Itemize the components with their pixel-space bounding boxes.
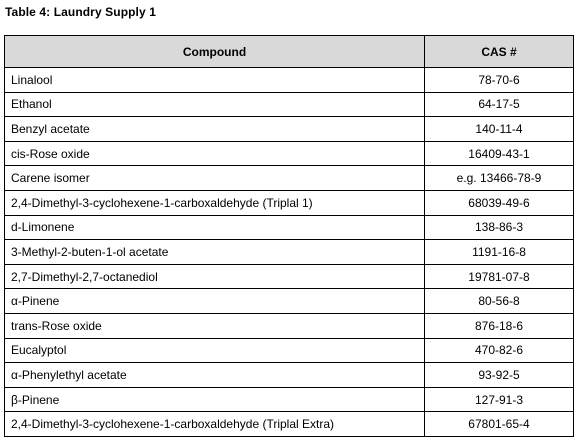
compound-cell: 2,7-Dimethyl-2,7-octanediol [5, 264, 425, 289]
table-row [5, 92, 574, 117]
cas-cell: e.g. 13466-78-9 [425, 166, 574, 191]
table-row [5, 289, 574, 314]
cas-cell: 470-82-6 [425, 338, 574, 363]
table-row [5, 313, 574, 338]
compound-cell: trans-Rose oxide [5, 313, 425, 338]
compound-cell: 3-Methyl-2-buten-1-ol acetate [5, 240, 425, 265]
table-row [5, 68, 574, 93]
compound-header: Compound [5, 36, 425, 68]
laundry-supply-table [4, 35, 574, 437]
compound-cell: Eucalyptol [5, 338, 425, 363]
table-caption: Table 4: Laundry Supply 1 [5, 5, 156, 19]
table-row [5, 215, 574, 240]
compound-cell: cis-Rose oxide [5, 141, 425, 166]
table-row [5, 190, 574, 215]
table-row [5, 338, 574, 363]
compound-cell: Benzyl acetate [5, 117, 425, 142]
cas-header: CAS # [425, 36, 574, 68]
cas-cell: 68039-49-6 [425, 190, 574, 215]
cas-cell: 80-56-8 [425, 289, 574, 314]
compound-cell: α-Pinene [5, 289, 425, 314]
table-row [5, 141, 574, 166]
table-row [5, 387, 574, 412]
header-row [5, 36, 574, 68]
table-row [5, 412, 574, 437]
cas-cell: 64-17-5 [425, 92, 574, 117]
table-row [5, 240, 574, 265]
compound-cell: Ethanol [5, 92, 425, 117]
compound-cell: 2,4-Dimethyl-3-cyclohexene-1-carboxaldehyde (Triplal Extra) [5, 412, 425, 437]
cas-cell: 876-18-6 [425, 313, 574, 338]
cas-cell: 78-70-6 [425, 68, 574, 93]
cas-cell: 67801-65-4 [425, 412, 574, 437]
compound-cell: d-Limonene [5, 215, 425, 240]
cas-cell: 93-92-5 [425, 363, 574, 388]
compound-cell: Carene isomer [5, 166, 425, 191]
compound-cell: α-Phenylethyl acetate [5, 363, 425, 388]
table-row [5, 363, 574, 388]
table-row [5, 166, 574, 191]
table-row [5, 264, 574, 289]
compound-cell: Linalool [5, 68, 425, 93]
cas-cell: 16409-43-1 [425, 141, 574, 166]
cas-cell: 1191-16-8 [425, 240, 574, 265]
cas-cell: 140-11-4 [425, 117, 574, 142]
compound-cell: β-Pinene [5, 387, 425, 412]
cas-cell: 138-86-3 [425, 215, 574, 240]
compound-cell: 2,4-Dimethyl-3-cyclohexene-1-carboxaldehyde (Triplal 1) [5, 190, 425, 215]
cas-cell: 19781-07-8 [425, 264, 574, 289]
cas-cell: 127-91-3 [425, 387, 574, 412]
table-row [5, 117, 574, 142]
